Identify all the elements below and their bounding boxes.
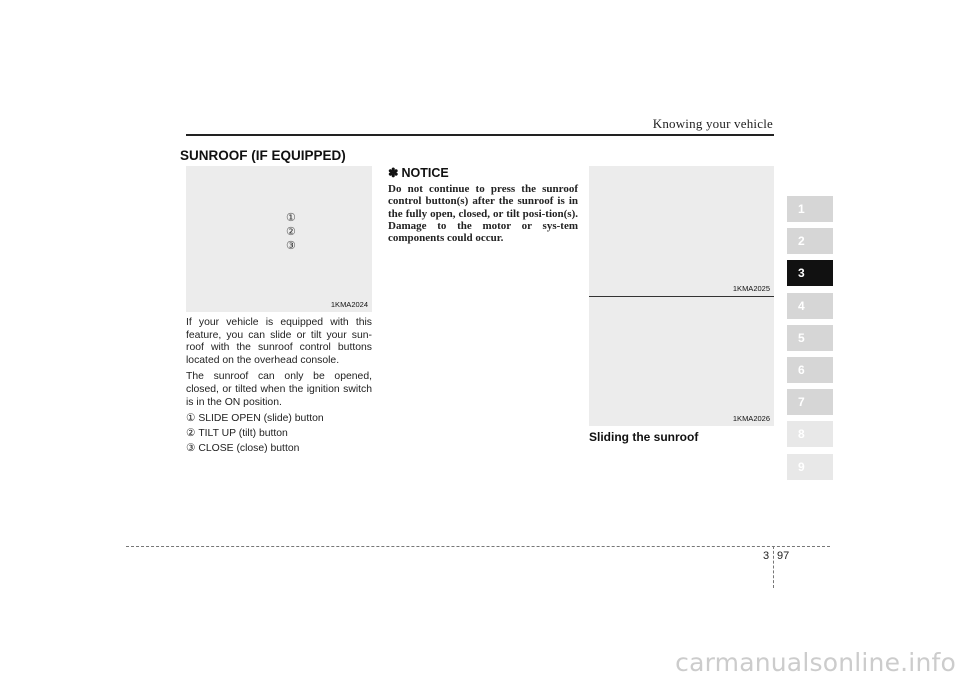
image-code: 1KMA2024 <box>330 300 368 309</box>
section-title: SUNROOF (IF EQUIPPED) <box>180 148 346 163</box>
list-item <box>186 413 372 426</box>
notice-icon: ✽ <box>388 166 399 180</box>
paragraph: If your vehicle is equipped with this feature, you can slide or tilt your sun-roof with the sunroof control buttons located on the overhead console. <box>186 317 372 366</box>
list-item <box>186 428 372 441</box>
running-header: Knowing your vehicle <box>652 116 773 131</box>
notice-label: NOTICE <box>401 166 449 180</box>
callout-1: ① <box>286 212 296 224</box>
page-number: 97 <box>777 550 790 562</box>
item-number: ② <box>186 428 196 440</box>
list-item <box>186 443 372 456</box>
footer-rule <box>126 546 830 547</box>
sunroof-image-bottom <box>589 297 774 426</box>
chapter-tab-1[interactable]: 1 <box>787 196 833 222</box>
footer-divider <box>773 546 774 588</box>
chapter-tab-8[interactable]: 8 <box>787 421 833 447</box>
item-label: TILT UP (tilt) button <box>198 428 288 440</box>
image-code: 1KMA2026 <box>732 414 770 423</box>
chapter-tab-4[interactable]: 4 <box>787 293 833 319</box>
callout-2: ② <box>286 226 296 238</box>
chapter-tab-6[interactable]: 6 <box>787 357 833 383</box>
chapter-tab-3[interactable]: 3 <box>787 260 833 286</box>
item-number: ③ <box>186 443 196 455</box>
notice-text: Do not continue to press the sunroof control button(s) after the sunroof is in the fully open, closed, or tilt posi-tion(s). Damage to the motor or sys-tem components could occur. <box>388 183 578 245</box>
notice-box <box>388 165 578 244</box>
image-code: 1KMA2025 <box>732 284 770 293</box>
item-number: ① <box>186 413 196 425</box>
figure-caption: Sliding the sunroof <box>589 430 699 444</box>
notice-title <box>388 165 578 180</box>
item-label: SLIDE OPEN (slide) button <box>198 413 324 425</box>
body-text <box>186 317 372 458</box>
chapter-tab-5[interactable]: 5 <box>787 325 833 351</box>
item-label: CLOSE (close) button <box>198 443 300 455</box>
header-rule <box>186 134 774 136</box>
chapter-tab-7[interactable]: 7 <box>787 389 833 415</box>
sunroof-image-top <box>589 166 774 296</box>
callout-3: ③ <box>286 240 296 252</box>
chapter-tab-2[interactable]: 2 <box>787 228 833 254</box>
chapter-tab-9[interactable]: 9 <box>787 454 833 480</box>
chapter-number: 3 <box>763 550 770 562</box>
overhead-console-image <box>186 166 372 312</box>
paragraph: The sunroof can only be opened, closed, or tilted when the ignition switch is in the ON position. <box>186 371 372 408</box>
chapter-tabs <box>787 196 833 486</box>
watermark: carmanualsonline.info <box>675 648 956 677</box>
